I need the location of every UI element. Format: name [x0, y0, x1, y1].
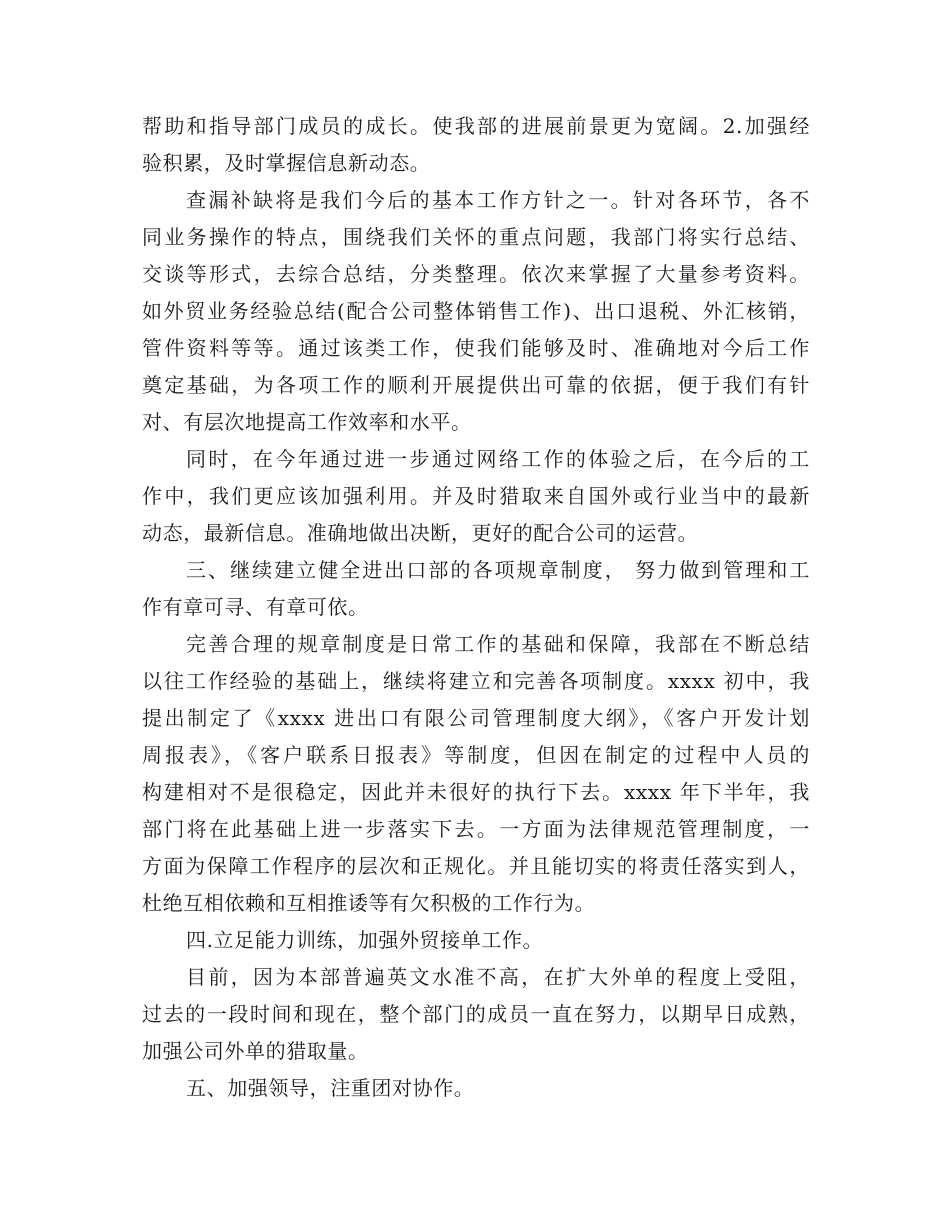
- text-line: 提出制定了《xxxx 进出口有限公司管理制度大纲》，《客户开发计划: [142, 706, 810, 730]
- section-heading: 四.立足能力训练，加强外贸接单工作。: [186, 928, 544, 952]
- paragraph-first-line: 查漏补缺将是我们今后的基本工作方针之一。针对各环节，各不: [186, 188, 810, 212]
- text-line: 以往工作经验的基础上，继续将建立和完善各项制度。xxxx 初中，我: [142, 669, 810, 693]
- text-line: 验积累，及时掌握信息新动态。: [142, 151, 431, 175]
- text-line: 作中，我们更应该加强利用。并及时猎取来自国外或行业当中的最新: [142, 484, 810, 508]
- text-line: 奠定基础，为各项工作的顺利开展提供出可靠的依据，便于我们有针: [142, 373, 810, 397]
- text-line: 杜绝互相依赖和互相推诿等有欠积极的工作行为。: [142, 891, 596, 915]
- paragraph-first-line: 同时，在今年通过进一步通过网络工作的体验之后，在今后的工: [186, 447, 810, 471]
- text-line: 构建相对不是很稳定，因此并未很好的执行下去。xxxx 年下半年，我: [142, 780, 810, 804]
- text-line: 过去的一段时间和现在，整个部门的成员一直在努力，以期早日成熟，: [142, 1002, 810, 1026]
- text-line: 部门将在此基础上进一步落实下去。一方面为法律规范管理制度，一: [142, 817, 810, 841]
- section-heading: 五、加强领导，注重团对协作。: [186, 1076, 475, 1100]
- section-heading-continued: 作有章可寻、有章可依。: [142, 595, 369, 619]
- text-line: 周报表》，《客户联系日报表》等制度，但因在制定的过程中人员的: [142, 743, 810, 767]
- text-line: 如外贸业务经验总结(配合公司整体销售工作)、出口退税、外汇核销，: [142, 299, 810, 323]
- text-line: 方面为保障工作程序的层次和正规化。并且能切实的将责任落实到人，: [142, 854, 810, 878]
- text-line: 加强公司外单的猎取量。: [142, 1039, 369, 1063]
- text-line: 帮助和指导部门成员的成长。使我部的进展前景更为宽阔。2.加强经: [142, 114, 810, 138]
- paragraph-first-line: 完善合理的规章制度是日常工作的基础和保障，我部在不断总结: [186, 632, 810, 656]
- text-line: 对、有层次地提高工作效率和水平。: [142, 410, 472, 434]
- text-line: 交谈等形式，去综合总结，分类整理。依次来掌握了大量参考资料。: [142, 262, 810, 286]
- text-line: 动态，最新信息。准确地做出决断，更好的配合公司的运营。: [142, 521, 699, 545]
- paragraph-first-line: 目前，因为本部普遍英文水准不高，在扩大外单的程度上受阻，: [186, 965, 810, 989]
- section-heading: 三、继续建立健全进出口部的各项规章制度， 努力做到管理和工: [186, 558, 810, 582]
- text-line: 管件资料等等。通过该类工作，使我们能够及时、准确地对今后工作: [142, 336, 810, 360]
- text-line: 同业务操作的特点，围绕我们关怀的重点问题，我部门将实行总结、: [142, 225, 810, 249]
